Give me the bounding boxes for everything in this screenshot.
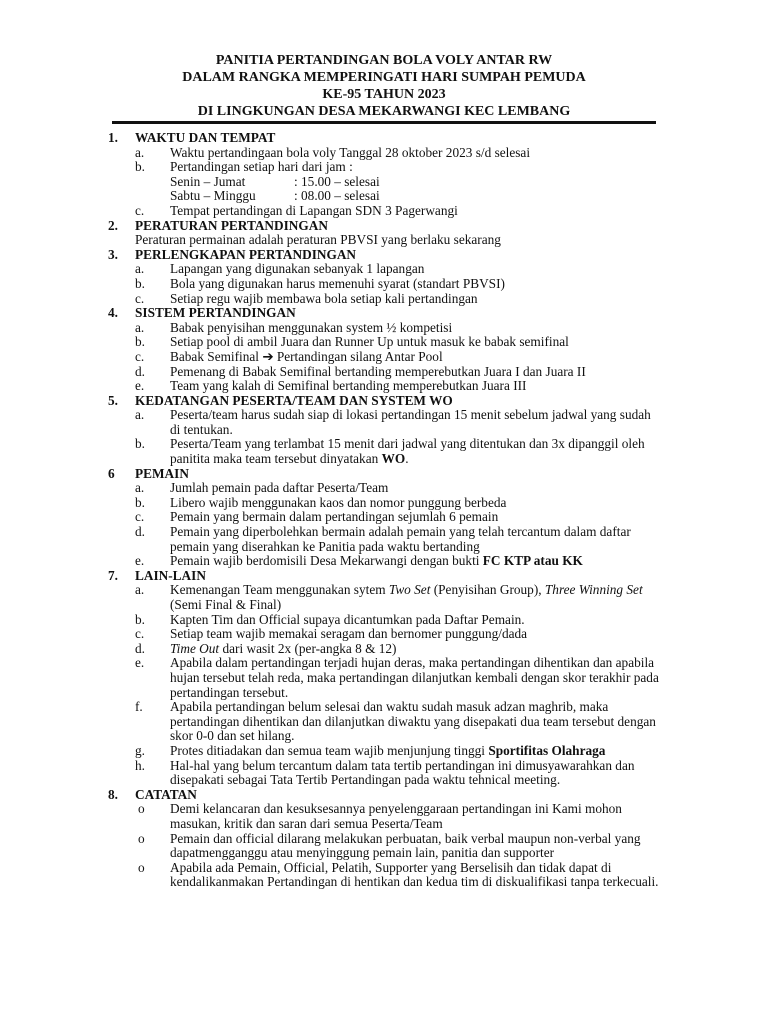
item-marker: a. <box>135 144 145 160</box>
bullet-icon: o <box>138 830 145 846</box>
item-text-part: Peserta/Team yang terlambat 15 menit dari jadwal yang ditentukan dan 3x dipanggil oleh panitita maka team tersebut dinyatakan <box>170 436 645 467</box>
list-item <box>108 510 663 525</box>
section-number: 6 <box>108 465 115 481</box>
list-item <box>108 408 663 437</box>
list-item <box>108 554 663 569</box>
header-line-3: KE-95 TAHUN 2023 <box>322 87 446 102</box>
item-text-part: Protes ditiadakan dan semua team wajib menjunjung tinggi <box>170 742 485 758</box>
wo-emphasis: WO <box>381 451 406 467</box>
item-marker: g. <box>135 742 145 758</box>
section-title: CATATAN <box>135 786 197 802</box>
section-paragraph: Peraturan permainan adalah peraturan PBVSI yang berlaku sekarang <box>135 232 501 248</box>
item-marker: a. <box>135 407 145 423</box>
bullet-item <box>108 832 663 861</box>
schedule-days: Senin – Jumat <box>170 173 246 189</box>
item-text <box>170 583 663 612</box>
item-text <box>170 744 663 759</box>
section-number: 1. <box>108 130 118 145</box>
item-text-part: Babak Semifinal <box>170 348 259 364</box>
item-marker: c. <box>135 348 145 364</box>
item-text-part: dari wasit 2x (per-angka 8 & 12) <box>222 640 397 656</box>
item-marker: f. <box>135 699 143 715</box>
list-item <box>108 292 663 307</box>
item-marker: c. <box>135 626 145 642</box>
item-text-part: Kemenangan Team menggunakan sytem <box>170 582 386 598</box>
section-title: LAIN-LAIN <box>135 567 206 583</box>
item-text: Apabila dalam pertandingan terjadi hujan deras, maka pertandingan dihentikan dan apabila hujan tersebut telah reda, maka pertandingan dilanjutkan kembali dengan skor terakhir pada pertandingan tersebut. <box>170 655 659 700</box>
item-text: Peserta/team harus sudah siap di lokasi pertandingan 15 menit sebelum jadwal yang sudah di tentukan. <box>170 407 651 437</box>
item-marker: d. <box>135 363 145 379</box>
item-text: Lapangan yang digunakan sebanyak 1 lapangan <box>170 261 425 277</box>
list-item <box>108 204 663 219</box>
bullet-text: Demi kelancaran dan kesuksesannya penyelenggaraan pertandingan ini Kami mohon masukan, kritik dan saran dari semua Peserta/Team <box>170 801 622 831</box>
item-marker: b. <box>135 436 145 452</box>
item-text: Pemain yang bermain dalam pertandingan sejumlah 6 pemain <box>170 509 499 525</box>
document-body <box>108 131 663 890</box>
section-heading <box>108 131 663 146</box>
item-text-part: Pemain wajib berdomisili Desa Mekarwangi dengan bukti <box>170 553 480 569</box>
item-marker: a. <box>135 319 145 335</box>
sportifitas-emphasis: Sportifitas Olahraga <box>488 742 606 758</box>
item-text <box>170 642 663 657</box>
item-marker: b. <box>135 334 145 350</box>
list-item <box>108 700 663 744</box>
section-title: SISTEM PERTANDINGAN <box>135 305 296 321</box>
list-item <box>108 613 663 628</box>
item-text: Bola yang digunakan harus memenuhi syarat (standart PBVSI) <box>170 275 505 291</box>
section-heading <box>108 467 663 482</box>
item-marker: e. <box>135 553 145 569</box>
right-arrow-icon: ➔ <box>262 348 274 364</box>
item-text: Setiap pool di ambil Juara dan Runner Up untuk masuk ke babak semifinal <box>170 334 569 350</box>
list-item <box>108 437 663 466</box>
item-marker: h. <box>135 757 145 773</box>
item-text: Team yang kalah di Semifinal bertanding memperebutkan Juara III <box>170 378 527 394</box>
document-header <box>0 52 768 120</box>
item-text-part: . <box>405 451 409 467</box>
item-text <box>170 437 663 466</box>
section-number: 7. <box>108 567 118 583</box>
item-text: Libero wajib menggunakan kaos dan nomor punggung berbeda <box>170 494 507 510</box>
list-item <box>108 365 663 380</box>
section-number: 3. <box>108 246 118 262</box>
item-marker: c. <box>135 202 145 218</box>
section-heading <box>108 788 663 803</box>
list-item <box>108 759 663 788</box>
item-marker: b. <box>135 275 145 291</box>
item-marker: b. <box>135 159 145 175</box>
item-text: Apabila pertandingan belum selesai dan waktu sudah masuk adzan maghrib, maka pertandingan dihentikan dan dilanjutkan diwaktu yang disepakati dua team tersebut dengan skor 0-0 dan set hilang. <box>170 699 656 744</box>
item-text: Waktu pertandingaan bola voly Tanggal 28 oktober 2023 s/d selesai <box>170 144 531 160</box>
section-title: PERLENGKAPAN PERTANDINGAN <box>135 246 357 262</box>
item-marker: a. <box>135 582 145 598</box>
item-marker: e. <box>135 655 145 671</box>
item-text: Babak penyisihan menggunakan system ½ kompetisi <box>170 319 453 335</box>
header-divider <box>112 121 656 124</box>
bullet-item <box>108 861 663 890</box>
list-item <box>108 496 663 511</box>
schedule-days: Sabtu – Minggu <box>170 188 256 204</box>
section-number: 5. <box>108 392 118 408</box>
time-out-term: Time Out <box>170 640 220 656</box>
list-item <box>108 335 663 350</box>
list-item <box>108 160 663 175</box>
list-item <box>108 481 663 496</box>
item-text: Jumlah pemain pada daftar Peserta/Team <box>170 480 389 496</box>
item-text: Setiap team wajib memakai seragam dan bernomer punggung/dada <box>170 626 528 642</box>
list-item <box>108 277 663 292</box>
ktp-emphasis: FC KTP atau KK <box>482 553 583 569</box>
list-item <box>108 744 663 759</box>
item-marker: a. <box>135 480 145 496</box>
section-number: 4. <box>108 305 118 321</box>
list-item <box>108 262 663 277</box>
list-item <box>108 627 663 642</box>
item-text-part: (Semi Final & Final) <box>170 597 282 612</box>
section-number: 2. <box>108 217 118 233</box>
list-item <box>108 656 663 700</box>
section-title: PERATURAN PERTANDINGAN <box>135 217 328 233</box>
two-set-term: Two Set <box>388 582 431 598</box>
schedule-row <box>108 189 663 204</box>
section-heading <box>108 219 663 234</box>
item-text <box>170 554 663 569</box>
section-heading <box>108 248 663 263</box>
item-marker: b. <box>135 611 145 627</box>
section-title: PEMAIN <box>135 465 189 481</box>
item-text: Pemenang di Babak Semifinal bertanding memperebutkan Juara I dan Juara II <box>170 363 586 379</box>
header-line-2: DALAM RANGKA MEMPERINGATI HARI SUMPAH PEMUDA <box>182 70 586 85</box>
item-text: Pemain yang diperbolehkan bermain adalah pemain yang telah tercantum dalam daftar pemain yang diserahkan ke Panitia pada waktu bertanding <box>170 524 631 554</box>
bullet-text: Pemain dan official dilarang melakukan perbuatan, baik verbal maupun non-verbal yang dapatmengganggu atau menyinggung pemain lain, panitia dan supporter <box>170 830 641 861</box>
schedule-time: : 08.00 – selesai <box>294 188 380 204</box>
list-item <box>108 525 663 554</box>
item-marker: e. <box>135 378 145 394</box>
item-text-part: (Penyisihan Group), <box>433 582 542 598</box>
item-text: Setiap regu wajib membawa bola setiap kali pertandingan <box>170 290 478 306</box>
list-item <box>108 350 663 365</box>
three-winning-set-term: Three Winning Set <box>544 582 643 598</box>
section-heading <box>108 569 663 584</box>
list-item <box>108 379 663 394</box>
item-text: Tempat pertandingan di Lapangan SDN 3 Pagerwangi <box>170 202 458 218</box>
item-text: Pertandingan setiap hari dari jam : <box>170 159 353 175</box>
item-text: Kapten Tim dan Official supaya dicantumkan pada Daftar Pemain. <box>170 611 525 627</box>
bullet-item <box>108 802 663 831</box>
section-heading <box>108 394 663 409</box>
schedule-time: : 15.00 – selesai <box>294 173 380 189</box>
item-text: Hal-hal yang belum tercantum dalam tata tertib pertandingan ini dimusyawarahkan dan disepakati sebagai Tata Tertib Pertandingan pada waktu tehnical meeting. <box>170 757 635 788</box>
item-marker: c. <box>135 509 145 525</box>
section-number: 8. <box>108 786 118 802</box>
section-title: KEDATANGAN PESERTA/TEAM DAN SYSTEM WO <box>135 392 453 408</box>
bullet-text: Apabila ada Pemain, Official, Pelatih, Supporter yang Berselisih dan tidak dapat di kendalikanmakan Pertandingan di hentikan dan kedua tim di diskualifikasi tanpa terkecuali. <box>170 859 659 890</box>
item-marker: b. <box>135 494 145 510</box>
item-text <box>170 350 663 365</box>
bullet-icon: o <box>138 801 145 817</box>
item-marker: d. <box>135 524 145 540</box>
bullet-icon: o <box>138 859 145 875</box>
item-marker: c. <box>135 290 145 306</box>
header-line-4: DI LINGKUNGAN DESA MEKARWANGI KEC LEMBANG <box>197 104 571 119</box>
list-item <box>108 146 663 161</box>
header-line-1: PANITIA PERTANDINGAN BOLA VOLY ANTAR RW <box>215 53 553 68</box>
list-item <box>108 642 663 657</box>
item-marker: d. <box>135 640 145 656</box>
item-text-part: Pertandingan silang Antar Pool <box>276 348 443 364</box>
schedule-row <box>108 175 663 190</box>
section-heading <box>108 306 663 321</box>
section-title: WAKTU DAN TEMPAT <box>135 130 276 145</box>
item-marker: a. <box>135 261 145 277</box>
list-item <box>108 321 663 336</box>
list-item <box>108 583 663 612</box>
